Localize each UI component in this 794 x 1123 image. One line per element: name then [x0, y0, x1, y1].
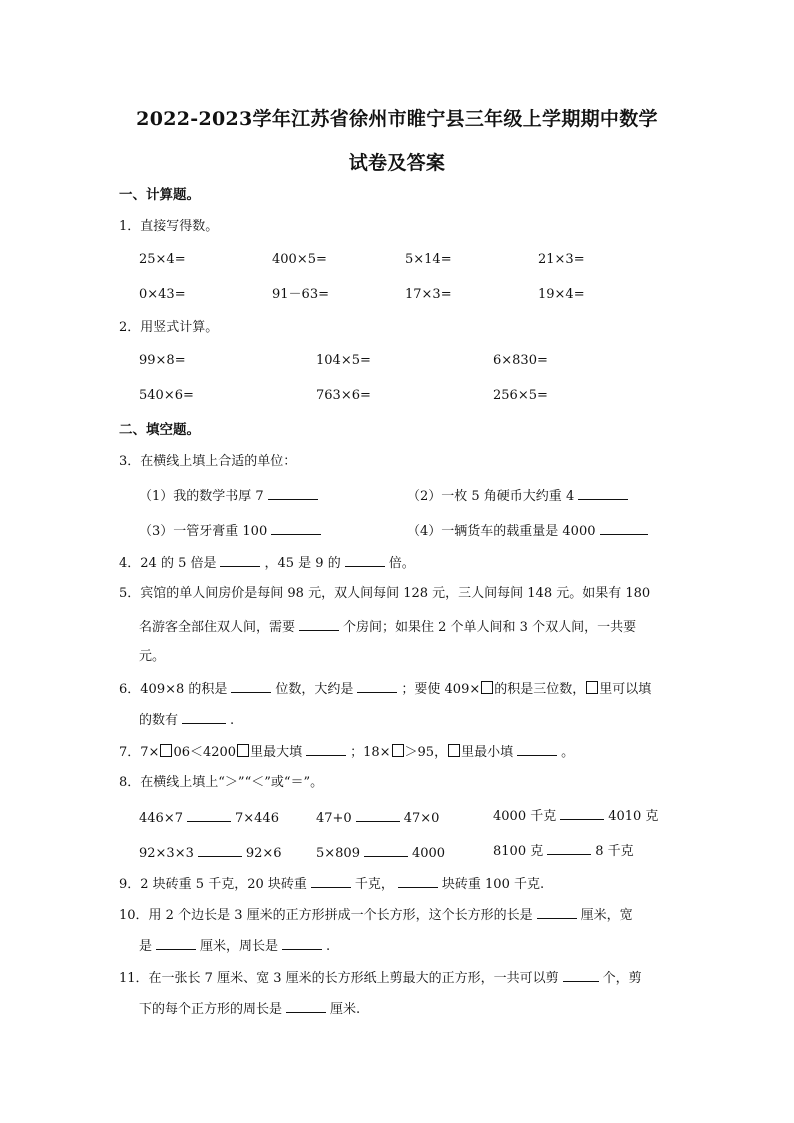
q8-left: 5×809 — [316, 846, 360, 861]
q1-item: 17×3= — [405, 287, 452, 302]
q7-text-1: 7．7× — [119, 745, 160, 760]
q8-right: 7×446 — [234, 811, 279, 826]
page-title-line-2: 试卷及答案 — [348, 152, 446, 174]
question-6-line-2 — [139, 710, 234, 730]
q6-text-4: 的积是三位数， — [494, 682, 586, 697]
q5-text-2a: 名游客全部住双人间，需要 — [139, 620, 296, 635]
q2-item: 104×5= — [316, 353, 371, 368]
q2-item: 763×6= — [316, 388, 371, 403]
q4-text-1: 4．24 的 5 倍是 — [119, 556, 217, 571]
question-4 — [119, 553, 415, 573]
answer-blank[interactable] — [563, 968, 599, 982]
question-6-line-1 — [119, 679, 651, 699]
q6-text-2: 位数，大约是 — [275, 682, 354, 697]
q10-text-1: 10．用 2 个边长是 3 厘米的正方形拼成一个长方形，这个长方形的长是 — [119, 908, 533, 923]
q8-right: 4010 克 — [608, 809, 659, 824]
answer-blank[interactable] — [187, 808, 231, 822]
question-2-label: 2．用竖式计算。 — [119, 320, 219, 335]
answer-blank[interactable] — [268, 486, 318, 500]
answer-blank[interactable] — [356, 808, 400, 822]
q2-item: 540×6= — [139, 388, 194, 403]
question-5-line-3: 元。 — [139, 649, 166, 664]
q7-text-2: 06＜4200 — [173, 745, 237, 760]
q10-text-2: 厘米，宽 — [580, 908, 633, 923]
q6-text-5: 里可以填 — [599, 682, 652, 697]
answer-blank[interactable] — [231, 679, 271, 693]
answer-blank[interactable] — [517, 742, 557, 756]
q11-text-2a: 下的每个正方形的周长是 — [139, 1002, 283, 1017]
q1-item: 91－63= — [272, 287, 329, 302]
answer-blank[interactable] — [547, 841, 591, 855]
q8-right: 8 千克 — [595, 844, 634, 859]
answer-blank[interactable] — [560, 806, 604, 820]
question-10-line-2 — [139, 936, 330, 956]
square-box-icon — [237, 744, 249, 757]
q11-text-2b: 厘米. — [330, 1002, 361, 1017]
section-heading-fill-blank: 二、填空题。 — [119, 422, 200, 438]
q4-text-3: 倍。 — [388, 556, 415, 571]
answer-blank[interactable] — [156, 936, 196, 950]
q7-text-4: ；18× — [350, 745, 391, 760]
answer-blank[interactable] — [220, 553, 260, 567]
q6-text-1: 6．409×8 的积是 — [119, 682, 228, 697]
answer-blank[interactable] — [357, 679, 397, 693]
page-title-line-1: 2022-2023学年江苏省徐州市睢宁县三年级上学期期中数学 — [136, 108, 658, 130]
q10-text-2b: 厘米，周长是 — [200, 939, 279, 954]
answer-blank[interactable] — [578, 486, 628, 500]
question-7 — [119, 742, 574, 762]
q6-text-2a: 的数有 — [139, 713, 179, 728]
q8-item — [493, 806, 658, 826]
question-8-label: 8．在横线上填上“＞”“＜”或“＝”。 — [119, 775, 324, 790]
q2-item: 99×8= — [139, 353, 186, 368]
question-5-line-1: 5．宾馆的单人间房价是每间 98 元，双人间每间 128 元，三人间每间 148 元。如果有 180 — [119, 586, 651, 601]
q1-item: 5×14= — [405, 252, 452, 267]
answer-blank[interactable] — [282, 936, 322, 950]
square-box-icon — [448, 744, 460, 757]
q9-text-3: 块砖重 100 千克. — [441, 877, 545, 892]
answer-blank[interactable] — [537, 905, 577, 919]
q8-right: 92×6 — [245, 846, 282, 861]
q2-item: 256×5= — [493, 388, 548, 403]
q9-text-2: 千克， — [354, 877, 394, 892]
q10-text-2a: 是 — [139, 939, 153, 954]
q1-item: 400×5= — [272, 252, 327, 267]
q11-text-1: 11．在一张长 7 厘米、宽 3 厘米的长方形纸上剪最大的正方形，一共可以剪 — [119, 971, 559, 986]
answer-blank[interactable] — [271, 521, 321, 535]
q1-item: 25×4= — [139, 252, 186, 267]
answer-blank[interactable] — [364, 843, 408, 857]
q5-text-2b: 个房间；如果住 2 个单人间和 3 个双人间，一共要 — [343, 620, 637, 635]
question-3-label: 3．在横线上填上合适的单位： — [119, 454, 297, 469]
q7-text-7: 。 — [561, 745, 575, 760]
q3-item-a — [139, 486, 322, 506]
answer-blank[interactable] — [600, 521, 648, 535]
q8-right: 4000 — [411, 846, 446, 861]
q7-text-3: 里最大填 — [250, 745, 303, 760]
q10-text-2c: . — [326, 939, 331, 954]
q3-item-a-text: （1）我的数学书厚 7 — [139, 489, 264, 504]
q8-item — [139, 808, 279, 828]
q8-left: 446×7 — [139, 811, 183, 826]
q3-item-c — [139, 521, 325, 541]
q7-text-6: 里最小填 — [461, 745, 514, 760]
answer-blank[interactable] — [345, 553, 385, 567]
q8-left: 8100 克 — [493, 844, 544, 859]
q8-item — [316, 843, 445, 863]
q1-item: 0×43= — [139, 287, 186, 302]
square-box-icon — [586, 681, 598, 694]
question-11-line-1 — [119, 968, 642, 988]
q8-item — [493, 841, 634, 861]
answer-blank[interactable] — [306, 742, 346, 756]
q11-text-2: 个，剪 — [602, 971, 642, 986]
q3-item-d — [407, 521, 652, 541]
answer-blank[interactable] — [299, 617, 339, 631]
square-box-icon — [160, 744, 172, 757]
q6-text-2b: . — [230, 713, 235, 728]
q2-item: 6×830= — [493, 353, 548, 368]
q3-item-d-text: （4）一辆货车的载重量是 4000 — [407, 524, 596, 539]
q6-text-3: ；要使 409× — [401, 682, 481, 697]
section-heading-calculation: 一、计算题。 — [119, 187, 200, 203]
q8-item — [316, 808, 439, 828]
question-1-label: 1．直接写得数。 — [119, 219, 219, 234]
question-11-line-2 — [139, 999, 360, 1019]
answer-blank[interactable] — [398, 874, 438, 888]
q1-item: 19×4= — [538, 287, 585, 302]
q8-left: 47+0 — [316, 811, 352, 826]
q8-item — [139, 843, 282, 863]
square-box-icon — [481, 681, 493, 694]
question-5-line-2 — [139, 617, 636, 637]
question-10-line-1 — [119, 905, 633, 925]
q3-item-b — [407, 486, 632, 506]
q1-item: 21×3= — [538, 252, 585, 267]
q8-left: 4000 千克 — [493, 809, 557, 824]
answer-blank[interactable] — [311, 874, 351, 888]
q9-text-1: 9．2 块砖重 5 千克，20 块砖重 — [119, 877, 307, 892]
q8-right: 47×0 — [403, 811, 440, 826]
question-9 — [119, 874, 544, 894]
q4-text-2: ，45 是 9 的 — [264, 556, 341, 571]
q7-text-5: ＞95， — [404, 745, 448, 760]
q8-left: 92×3×3 — [139, 846, 194, 861]
answer-blank[interactable] — [182, 710, 226, 724]
answer-blank[interactable] — [286, 999, 326, 1013]
q3-item-b-text: （2）一枚 5 角硬币大约重 4 — [407, 489, 575, 504]
square-box-icon — [392, 744, 404, 757]
q3-item-c-text: （3）一管牙膏重 100 — [139, 524, 268, 539]
answer-blank[interactable] — [198, 843, 242, 857]
